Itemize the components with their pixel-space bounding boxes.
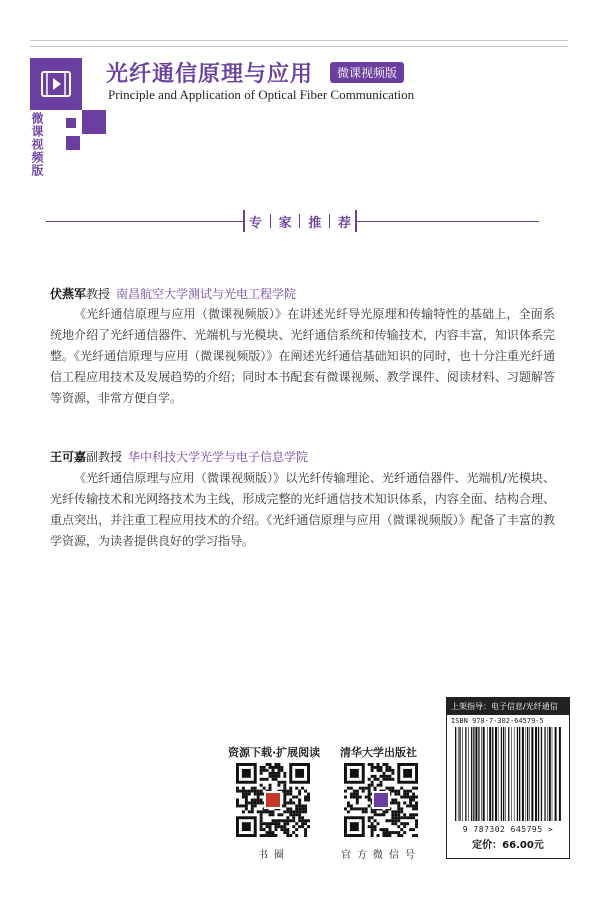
reviewer-name: 王可嘉 xyxy=(50,450,87,464)
reviewer-name: 伏燕军 xyxy=(50,287,87,301)
recommend-line-right xyxy=(357,221,539,222)
qr-caption: 官方微信号 xyxy=(341,850,421,861)
vertical-edition-label: 微课视频版 xyxy=(30,112,44,177)
qr-code-icon xyxy=(344,763,418,837)
barcode-digits: 9 787302 645795 > xyxy=(462,825,554,834)
reviewer-institution: 南昌航空大学测试与光电工程学院 xyxy=(116,287,297,301)
qr-caption: 书圈 xyxy=(258,850,290,861)
shelf-category: 上架指导：电子信息/光纤通信 xyxy=(447,698,569,715)
recommend-heading xyxy=(243,210,357,232)
film-play-icon xyxy=(30,58,82,110)
recommend-line-left xyxy=(46,221,243,222)
book-title-en: Principle and Application of Optical Fiber Communication xyxy=(108,87,415,102)
reviewer-line xyxy=(50,285,296,302)
top-rule-1 xyxy=(30,40,568,41)
book-title-cn: 光纤通信原理与应用 xyxy=(106,62,314,87)
qr-label: 资源下载·扩展阅读 xyxy=(228,746,321,759)
isbn-text: ISBN 978-7-302-64579-5 xyxy=(451,717,544,725)
reviewer-line xyxy=(50,448,308,465)
top-rule-2 xyxy=(30,46,568,47)
deco-square xyxy=(66,136,80,150)
deco-square xyxy=(82,110,106,134)
review-text: 《光纤通信原理与应用（微课视频版）》在讲述光纤导光原理和传输特性的基础上，全面系统地介绍了光纤通信器件、光端机与光模块、光纤通信系统和传输技术，内容丰富，知识体系完整。《光纤通信原理与应用（微课视频版）》在阐述光纤通信基础知识的同时，也十分注重光纤通信工程应用技术及发展趋势的介绍；同时本书配套有微课视频、教学课件、阅读材料、习题解答等资源，非常方便自学。 xyxy=(50,307,555,405)
barcode-block xyxy=(446,697,570,859)
recommend-char: 荐 xyxy=(338,215,352,231)
review-text: 《光纤通信原理与应用（微课视频版）》以光纤传输理论、光纤通信器件、光端机/光模块、光纤传输技术和光网络技术为主线，形成完整的光纤通信技术知识体系，内容全面、结构合理、重点突出，并注重工程应用技术的介绍。《光纤通信原理与应用（微课视频版）》配备了丰富的教学资源，为读者提供良好的学习指导。 xyxy=(50,471,555,548)
recommend-char: 专 xyxy=(248,215,262,231)
recommend-char: 家 xyxy=(278,215,292,231)
video-logo xyxy=(30,58,82,110)
reviewer-title: 教授 xyxy=(86,287,111,301)
recommend-char: 推 xyxy=(308,215,322,231)
qr-label: 清华大学出版社 xyxy=(340,746,417,759)
barcode-icon xyxy=(453,727,563,821)
edition-badge: 微课视频版 xyxy=(330,62,404,83)
reviewer-title: 副教授 xyxy=(86,450,123,464)
qr-code-icon xyxy=(236,763,310,837)
price: 定价：66.00元 xyxy=(472,840,544,851)
deco-square xyxy=(66,118,76,128)
reviewer-institution: 华中科技大学光学与电子信息学院 xyxy=(128,450,309,464)
